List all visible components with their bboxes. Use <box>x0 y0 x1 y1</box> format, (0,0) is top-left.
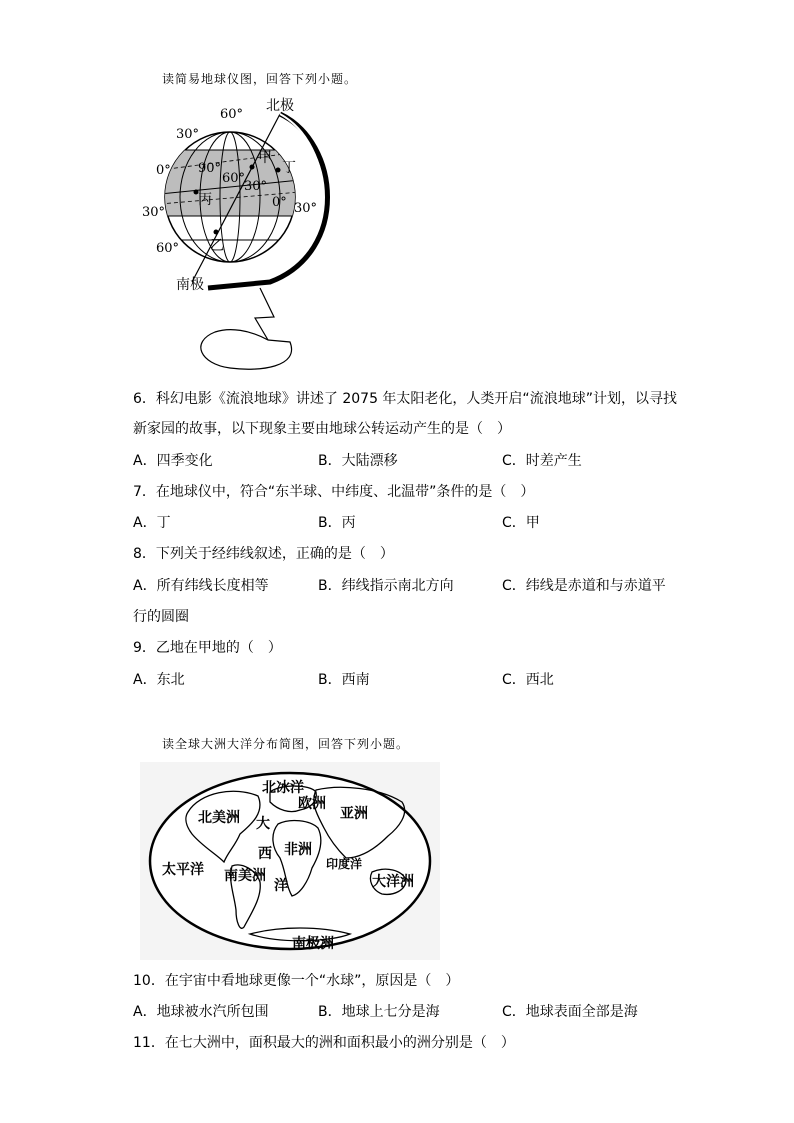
map-label-arctic-ocean: 北冰洋 <box>262 780 304 796</box>
globe-neck <box>255 288 274 340</box>
globe-figure <box>130 92 340 374</box>
q7-option-c[interactable]: C．甲 <box>502 515 540 531</box>
q9-option-a[interactable]: A．东北 <box>133 672 185 688</box>
point-bing-label: 丙 <box>198 192 212 208</box>
point-ding-label: 丁 <box>282 160 296 176</box>
south-pole-label: 南极 <box>176 277 204 293</box>
section2-intro: 读全球大洲大洋分布简图，回答下列小题。 <box>162 737 410 751</box>
q6-line1: 6．科幻电影《流浪地球》讲述了 2075 年太阳老化，人类开启“流浪地球”计划，以寻找 <box>133 391 677 407</box>
q8-text: 8．下列关于经纬线叙述，正确的是（ ） <box>133 546 394 562</box>
lon-label-0: 0° <box>272 195 287 210</box>
world-map-figure <box>140 762 440 960</box>
lat-label-60s: 60° <box>156 241 180 256</box>
lat-label-30s: 30° <box>142 205 166 220</box>
map-outline <box>150 773 430 949</box>
q9-option-c[interactable]: C．西北 <box>502 672 554 688</box>
point-jia-label: 甲 <box>258 150 272 166</box>
q7-option-a[interactable]: A．丁 <box>133 515 171 531</box>
q8-option-a[interactable]: A．所有纬线长度相等 <box>133 578 269 594</box>
q6-line2: 新家园的故事，以下现象主要由地球公转运动产生的是（ ） <box>133 421 511 437</box>
lon-label-30e: 30° <box>294 201 318 216</box>
map-label-antarctica: 南极洲 <box>292 936 334 952</box>
lat-label-60n: 60° <box>220 107 244 122</box>
q9-option-b[interactable]: B．西南 <box>318 672 370 688</box>
q8-option-c[interactable]: C．纬线是赤道和与赤道平 <box>502 578 666 594</box>
map-label-africa: 非洲 <box>284 842 312 858</box>
map-label-south-america: 南美洲 <box>224 868 266 884</box>
point-yi-dot <box>214 230 219 235</box>
section1-intro: 读简易地球仪图，回答下列小题。 <box>162 72 358 86</box>
globe-base <box>201 330 292 370</box>
lon-label-60: 60° <box>222 171 246 186</box>
q6-option-a[interactable]: A．四季变化 <box>133 453 213 469</box>
map-label-north-america: 北美洲 <box>198 810 240 826</box>
q7-text: 7．在地球仪中，符合“东半球、中纬度、北温带”条件的是（ ） <box>133 484 535 500</box>
map-label-pacific: 太平洋 <box>162 862 204 878</box>
point-yi-label: 乙 <box>210 238 224 254</box>
q6-option-b[interactable]: B．大陆漂移 <box>318 453 398 469</box>
lat-label-30n: 30° <box>176 127 200 142</box>
q7-option-b[interactable]: B．丙 <box>318 515 356 531</box>
north-pole-label: 北极 <box>266 98 294 114</box>
point-ding-dot <box>276 168 281 173</box>
map-label-atlantic-xi: 西 <box>258 846 272 862</box>
lon-label-30w: 30° <box>244 179 268 194</box>
map-label-atlantic-da: 大 <box>256 816 270 832</box>
q10-option-b[interactable]: B．地球上七分是海 <box>318 1004 440 1020</box>
q9-text: 9．乙地在甲地的（ ） <box>133 640 282 656</box>
map-label-indian-ocean: 印度洋 <box>326 857 363 871</box>
lat-label-0: 0° <box>156 163 171 178</box>
lon-label-90: 90° <box>198 161 222 176</box>
map-label-europe: 欧洲 <box>298 796 326 812</box>
q8-option-c-continued: 行的圆圈 <box>133 609 189 625</box>
q10-option-a[interactable]: A．地球被水汽所包围 <box>133 1004 269 1020</box>
q11-text: 11．在七大洲中，面积最大的洲和面积最小的洲分别是（ ） <box>133 1035 515 1051</box>
map-label-atlantic-yang: 洋 <box>274 878 288 894</box>
point-jia-dot <box>250 165 255 170</box>
q6-option-c[interactable]: C．时差产生 <box>502 453 582 469</box>
map-label-asia: 亚洲 <box>340 806 368 822</box>
q8-option-b[interactable]: B．纬线指示南北方向 <box>318 578 454 594</box>
q10-option-c[interactable]: C．地球表面全部是海 <box>502 1004 638 1020</box>
q10-text: 10．在宇宙中看地球更像一个“水球”，原因是（ ） <box>133 973 460 989</box>
map-label-oceania: 大洋洲 <box>372 874 414 890</box>
